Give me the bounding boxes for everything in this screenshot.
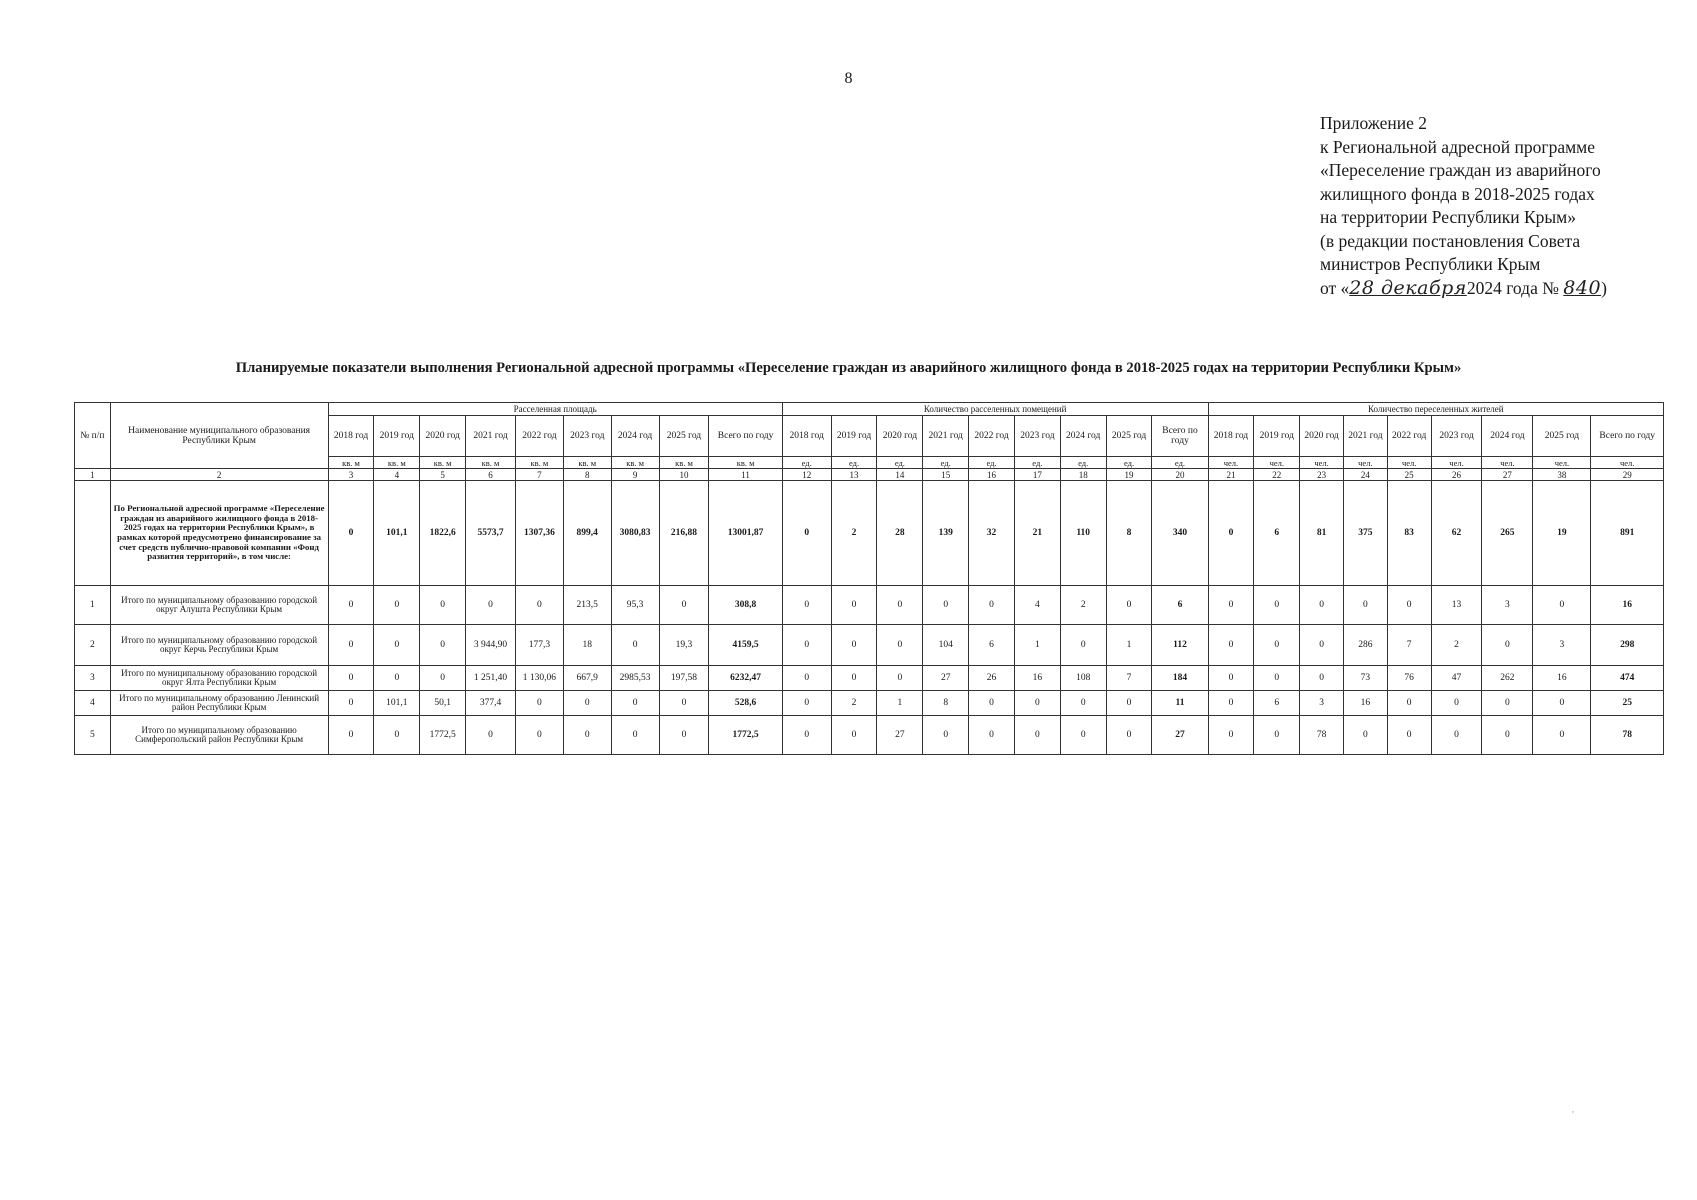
area-cell: 50,1 — [420, 691, 466, 716]
area-cell: 0 — [611, 625, 659, 666]
rooms-cell: 0 — [969, 586, 1015, 625]
total-header: Всего по году — [1591, 416, 1664, 457]
people-cell: 0 — [1208, 716, 1254, 755]
unit-cell: чел. — [1482, 457, 1533, 469]
people-cell: 0 — [1208, 691, 1254, 716]
date-suffix: ) — [1601, 277, 1607, 298]
year-header: 2024 год — [1060, 416, 1106, 457]
people-cell: 0 — [1300, 586, 1344, 625]
year-header: 2018 год — [1208, 416, 1254, 457]
area-cell: 899,4 — [563, 481, 611, 586]
people-cell: 16 — [1343, 691, 1387, 716]
area-cell: 0 — [374, 716, 420, 755]
people-cell: 25 — [1591, 691, 1664, 716]
people-cell: 47 — [1431, 666, 1482, 691]
people-cell: 0 — [1254, 666, 1300, 691]
people-cell: 0 — [1208, 586, 1254, 625]
rooms-cell: 0 — [923, 586, 969, 625]
column-number: 5 — [420, 469, 466, 481]
year-header: 2020 год — [1300, 416, 1344, 457]
row-number — [75, 481, 111, 586]
year-header: 2025 год — [1533, 416, 1591, 457]
column-number: 16 — [969, 469, 1015, 481]
people-cell: 0 — [1254, 586, 1300, 625]
rooms-cell: 0 — [831, 625, 877, 666]
appendix-line: на территории Республики Крым» — [1320, 207, 1576, 227]
total-header: Всего по году — [1152, 416, 1208, 457]
column-number: 26 — [1431, 469, 1482, 481]
area-cell: 3080,83 — [611, 481, 659, 586]
unit-cell: чел. — [1300, 457, 1344, 469]
area-cell: 0 — [328, 586, 374, 625]
column-number: 12 — [782, 469, 831, 481]
date-year: 2024 года № — [1466, 277, 1559, 298]
unit-cell: чел. — [1533, 457, 1591, 469]
people-cell: 0 — [1387, 691, 1431, 716]
column-number: 38 — [1533, 469, 1591, 481]
column-number: 10 — [659, 469, 709, 481]
rooms-cell: 0 — [782, 716, 831, 755]
area-cell: 5573,7 — [466, 481, 516, 586]
unit-cell: чел. — [1208, 457, 1254, 469]
people-cell: 298 — [1591, 625, 1664, 666]
rooms-cell: 0 — [877, 625, 923, 666]
rooms-cell: 139 — [923, 481, 969, 586]
year-header: 2025 год — [1106, 416, 1152, 457]
column-number: 23 — [1300, 469, 1344, 481]
unit-cell: кв. м — [374, 457, 420, 469]
area-cell: 3 944,90 — [466, 625, 516, 666]
unit-cell: ед. — [1106, 457, 1152, 469]
column-number: 19 — [1106, 469, 1152, 481]
area-cell: 0 — [420, 666, 466, 691]
people-cell: 0 — [1431, 716, 1482, 755]
year-header: 2022 год — [515, 416, 563, 457]
area-cell: 2985,53 — [611, 666, 659, 691]
area-cell: 0 — [328, 481, 374, 586]
people-cell: 62 — [1431, 481, 1482, 586]
rooms-cell: 6 — [1152, 586, 1208, 625]
header-row-groups — [75, 403, 1664, 416]
rooms-cell: 104 — [923, 625, 969, 666]
people-cell: 3 — [1300, 691, 1344, 716]
rooms-cell: 0 — [877, 666, 923, 691]
unit-cell: кв. м — [515, 457, 563, 469]
rooms-cell: 27 — [923, 666, 969, 691]
municipality-name: Итого по муниципальному образованию Ленинский район Республики Крым — [110, 691, 328, 716]
area-cell: 0 — [659, 716, 709, 755]
appendix-line: «Переселение граждан из аварийного — [1320, 160, 1601, 180]
scan-mark: ' — [1572, 1110, 1574, 1121]
year-header: 2023 год — [1431, 416, 1482, 457]
rooms-cell: 0 — [1060, 625, 1106, 666]
area-cell: 0 — [466, 716, 516, 755]
appendix-line: жилищного фонда в 2018-2025 годах — [1320, 183, 1595, 204]
rooms-cell: 1 — [1014, 625, 1060, 666]
area-cell: 177,3 — [515, 625, 563, 666]
area-cell: 0 — [328, 625, 374, 666]
unit-cell: кв. м — [466, 457, 516, 469]
rooms-cell: 0 — [782, 481, 831, 586]
unit-cell: чел. — [1387, 457, 1431, 469]
area-cell: 19,3 — [659, 625, 709, 666]
people-cell: 16 — [1591, 586, 1664, 625]
area-cell: 1772,5 — [709, 716, 782, 755]
rooms-cell: 0 — [782, 586, 831, 625]
area-cell: 1 251,40 — [466, 666, 516, 691]
table-row-total — [75, 481, 1664, 586]
area-cell: 1772,5 — [420, 716, 466, 755]
area-cell: 0 — [611, 691, 659, 716]
column-number: 22 — [1254, 469, 1300, 481]
group-header-rooms: Количество расселенных помещений — [782, 403, 1208, 416]
area-cell: 0 — [563, 691, 611, 716]
table-row — [75, 691, 1664, 716]
rooms-cell: 0 — [969, 716, 1015, 755]
people-cell: 3 — [1482, 586, 1533, 625]
unit-cell: ед. — [831, 457, 877, 469]
row-number: 1 — [75, 586, 111, 625]
column-number: 14 — [877, 469, 923, 481]
appendix-date-line — [1320, 277, 1680, 301]
rooms-cell: 2 — [1060, 586, 1106, 625]
year-header: 2024 год — [1482, 416, 1533, 457]
handwritten-number: 840 — [1563, 276, 1602, 299]
municipality-name: Итого по муниципальному образованию городской округ Алушта Республики Крым — [110, 586, 328, 625]
people-cell: 3 — [1533, 625, 1591, 666]
people-cell: 0 — [1533, 691, 1591, 716]
rooms-cell: 4 — [1014, 586, 1060, 625]
area-cell: 0 — [515, 691, 563, 716]
people-cell: 81 — [1300, 481, 1344, 586]
row-number: 4 — [75, 691, 111, 716]
rooms-cell: 0 — [782, 666, 831, 691]
year-header: 2018 год — [782, 416, 831, 457]
area-cell: 1307,36 — [515, 481, 563, 586]
unit-cell: чел. — [1343, 457, 1387, 469]
area-cell: 0 — [328, 691, 374, 716]
area-cell: 0 — [659, 586, 709, 625]
people-cell: 0 — [1387, 716, 1431, 755]
municipality-name: По Региональной адресной программе «Переселение граждан из аварийного жилищного фонда в 2018-2025 годах на территории Республики Крым», в рамках которой предусмотрено финансирование за счет средств публично-правовой компании «Фонд развития территорий», в том числе: — [110, 481, 328, 586]
people-cell: 0 — [1533, 586, 1591, 625]
area-cell: 4159,5 — [709, 625, 782, 666]
unit-cell: кв. м — [420, 457, 466, 469]
rooms-cell: 0 — [1060, 716, 1106, 755]
table-row — [75, 586, 1664, 625]
table-body — [75, 481, 1664, 755]
column-number: 17 — [1014, 469, 1060, 481]
people-cell: 0 — [1300, 666, 1344, 691]
year-header: 2022 год — [1387, 416, 1431, 457]
row-number: 3 — [75, 666, 111, 691]
area-cell: 197,58 — [659, 666, 709, 691]
row-number: 2 — [75, 625, 111, 666]
area-cell: 1 130,06 — [515, 666, 563, 691]
year-header: 2018 год — [328, 416, 374, 457]
rooms-cell: 8 — [1106, 481, 1152, 586]
people-cell: 83 — [1387, 481, 1431, 586]
date-prefix: от « — [1320, 277, 1350, 298]
unit-cell: кв. м — [563, 457, 611, 469]
area-cell: 0 — [374, 586, 420, 625]
people-cell: 78 — [1300, 716, 1344, 755]
year-header: 2022 год — [969, 416, 1015, 457]
column-number: 13 — [831, 469, 877, 481]
people-cell: 0 — [1300, 625, 1344, 666]
year-header: 2021 год — [923, 416, 969, 457]
year-header: 2019 год — [1254, 416, 1300, 457]
rooms-cell: 27 — [1152, 716, 1208, 755]
unit-cell: кв. м — [709, 457, 782, 469]
people-cell: 13 — [1431, 586, 1482, 625]
rooms-cell: 16 — [1014, 666, 1060, 691]
rooms-cell: 27 — [877, 716, 923, 755]
handwritten-date: 28 декабря — [1349, 276, 1467, 299]
people-cell: 78 — [1591, 716, 1664, 755]
appendix-line: (в редакции постановления Совета — [1320, 230, 1581, 251]
people-cell: 6 — [1254, 691, 1300, 716]
rooms-cell: 0 — [969, 691, 1015, 716]
rooms-cell: 2 — [831, 691, 877, 716]
area-cell: 0 — [563, 716, 611, 755]
area-cell: 0 — [328, 716, 374, 755]
area-cell: 0 — [420, 586, 466, 625]
people-cell: 0 — [1431, 691, 1482, 716]
unit-cell: чел. — [1591, 457, 1664, 469]
column-number: 4 — [374, 469, 420, 481]
rooms-cell: 0 — [1106, 716, 1152, 755]
column-number: 7 — [515, 469, 563, 481]
year-header: 2020 год — [420, 416, 466, 457]
document-title: Планируемые показатели выполнения Региональной адресной программы «Переселение граждан из аварийного жилищного фонда в 2018-2025 годах на территории Республики Крым» — [235, 360, 1462, 376]
indicators-table — [74, 402, 1664, 755]
group-header-people: Количество переселенных жителей — [1208, 403, 1663, 416]
column-number: 1 — [75, 469, 111, 481]
area-cell: 0 — [374, 666, 420, 691]
people-cell: 16 — [1533, 666, 1591, 691]
area-cell: 528,6 — [709, 691, 782, 716]
total-header: Всего по году — [709, 416, 782, 457]
people-cell: 0 — [1254, 716, 1300, 755]
unit-cell: ед. — [877, 457, 923, 469]
row-number: 5 — [75, 716, 111, 755]
appendix-line: к Региональной адресной программе — [1320, 136, 1596, 157]
people-cell: 0 — [1387, 586, 1431, 625]
area-cell: 308,8 — [709, 586, 782, 625]
col-header-name: Наименование муниципального образования Республики Крым — [110, 403, 328, 469]
rooms-cell: 0 — [1106, 586, 1152, 625]
area-cell: 95,3 — [611, 586, 659, 625]
area-cell: 213,5 — [563, 586, 611, 625]
rooms-cell: 0 — [782, 625, 831, 666]
unit-cell: кв. м — [611, 457, 659, 469]
rooms-cell: 340 — [1152, 481, 1208, 586]
year-header: 2021 год — [466, 416, 516, 457]
people-cell: 286 — [1343, 625, 1387, 666]
rooms-cell: 6 — [969, 625, 1015, 666]
unit-cell: чел. — [1254, 457, 1300, 469]
area-cell: 0 — [328, 666, 374, 691]
rooms-cell: 0 — [831, 586, 877, 625]
table-row — [75, 716, 1664, 755]
column-number: 3 — [328, 469, 374, 481]
rooms-cell: 21 — [1014, 481, 1060, 586]
rooms-cell: 1 — [877, 691, 923, 716]
municipality-name: Итого по муниципальному образованию Симферопольский район Республики Крым — [110, 716, 328, 755]
municipality-name: Итого по муниципальному образованию городской округ Керчь Республики Крым — [110, 625, 328, 666]
column-number: 27 — [1482, 469, 1533, 481]
column-number: 6 — [466, 469, 516, 481]
rooms-cell: 0 — [923, 716, 969, 755]
area-cell: 0 — [515, 586, 563, 625]
appendix-line: министров Республики Крым — [1320, 254, 1541, 274]
column-number: 2 — [110, 469, 328, 481]
rooms-cell: 108 — [1060, 666, 1106, 691]
column-number: 15 — [923, 469, 969, 481]
rooms-cell: 110 — [1060, 481, 1106, 586]
rooms-cell: 11 — [1152, 691, 1208, 716]
year-header: 2019 год — [831, 416, 877, 457]
page-number: 8 — [844, 70, 853, 87]
year-header: 2023 год — [1014, 416, 1060, 457]
area-cell: 0 — [374, 625, 420, 666]
people-cell: 0 — [1482, 691, 1533, 716]
area-cell: 0 — [420, 625, 466, 666]
column-number: 25 — [1387, 469, 1431, 481]
unit-cell: чел. — [1431, 457, 1482, 469]
column-number: 29 — [1591, 469, 1664, 481]
area-cell: 0 — [515, 716, 563, 755]
people-cell: 19 — [1533, 481, 1591, 586]
area-cell: 0 — [659, 691, 709, 716]
rooms-cell: 0 — [831, 716, 877, 755]
column-number: 8 — [563, 469, 611, 481]
rooms-cell: 0 — [877, 586, 923, 625]
unit-cell: ед. — [923, 457, 969, 469]
area-cell: 6232,47 — [709, 666, 782, 691]
unit-cell: ед. — [1060, 457, 1106, 469]
rooms-cell: 1 — [1106, 625, 1152, 666]
people-cell: 0 — [1533, 716, 1591, 755]
unit-cell: ед. — [1152, 457, 1208, 469]
people-cell: 2 — [1431, 625, 1482, 666]
year-header: 2024 год — [611, 416, 659, 457]
people-cell: 0 — [1208, 666, 1254, 691]
header-row-column-numbers — [75, 469, 1664, 481]
area-cell: 101,1 — [374, 481, 420, 586]
area-cell: 377,4 — [466, 691, 516, 716]
unit-cell: ед. — [969, 457, 1015, 469]
people-cell: 0 — [1343, 716, 1387, 755]
table-row — [75, 666, 1664, 691]
municipality-name: Итого по муниципальному образованию городской округ Ялта Республики Крым — [110, 666, 328, 691]
area-cell: 101,1 — [374, 691, 420, 716]
year-header: 2021 год — [1343, 416, 1387, 457]
rooms-cell: 184 — [1152, 666, 1208, 691]
area-cell: 667,9 — [563, 666, 611, 691]
unit-cell: ед. — [782, 457, 831, 469]
people-cell: 474 — [1591, 666, 1664, 691]
appendix-line: Приложение 2 — [1320, 113, 1428, 133]
group-header-area: Расселенная площадь — [328, 403, 782, 416]
rooms-cell: 112 — [1152, 625, 1208, 666]
people-cell: 7 — [1387, 625, 1431, 666]
area-cell: 0 — [466, 586, 516, 625]
column-number: 18 — [1060, 469, 1106, 481]
people-cell: 76 — [1387, 666, 1431, 691]
people-cell: 73 — [1343, 666, 1387, 691]
rooms-cell: 2 — [831, 481, 877, 586]
rooms-cell: 8 — [923, 691, 969, 716]
unit-cell: кв. м — [659, 457, 709, 469]
column-number: 21 — [1208, 469, 1254, 481]
rooms-cell: 0 — [831, 666, 877, 691]
col-header-number: № п/п — [75, 403, 111, 469]
people-cell: 6 — [1254, 481, 1300, 586]
rooms-cell: 28 — [877, 481, 923, 586]
rooms-cell: 0 — [1014, 691, 1060, 716]
people-cell: 891 — [1591, 481, 1664, 586]
people-cell: 0 — [1254, 625, 1300, 666]
people-cell: 265 — [1482, 481, 1533, 586]
rooms-cell: 26 — [969, 666, 1015, 691]
area-cell: 216,88 — [659, 481, 709, 586]
unit-cell: кв. м — [328, 457, 374, 469]
rooms-cell: 7 — [1106, 666, 1152, 691]
rooms-cell: 32 — [969, 481, 1015, 586]
rooms-cell: 0 — [1106, 691, 1152, 716]
column-number: 24 — [1343, 469, 1387, 481]
column-number: 20 — [1152, 469, 1208, 481]
rooms-cell: 0 — [1060, 691, 1106, 716]
people-cell: 0 — [1343, 586, 1387, 625]
year-header: 2020 год — [877, 416, 923, 457]
people-cell: 0 — [1482, 716, 1533, 755]
column-number: 9 — [611, 469, 659, 481]
rooms-cell: 0 — [1014, 716, 1060, 755]
area-cell: 18 — [563, 625, 611, 666]
area-cell: 13001,87 — [709, 481, 782, 586]
rooms-cell: 0 — [782, 691, 831, 716]
people-cell: 0 — [1208, 481, 1254, 586]
unit-cell: ед. — [1014, 457, 1060, 469]
year-header: 2019 год — [374, 416, 420, 457]
area-cell: 0 — [611, 716, 659, 755]
appendix-block — [1320, 112, 1680, 300]
people-cell: 375 — [1343, 481, 1387, 586]
table-row — [75, 625, 1664, 666]
year-header: 2023 год — [563, 416, 611, 457]
year-header: 2025 год — [659, 416, 709, 457]
people-cell: 0 — [1482, 625, 1533, 666]
people-cell: 262 — [1482, 666, 1533, 691]
area-cell: 1822,6 — [420, 481, 466, 586]
people-cell: 0 — [1208, 625, 1254, 666]
column-number: 11 — [709, 469, 782, 481]
